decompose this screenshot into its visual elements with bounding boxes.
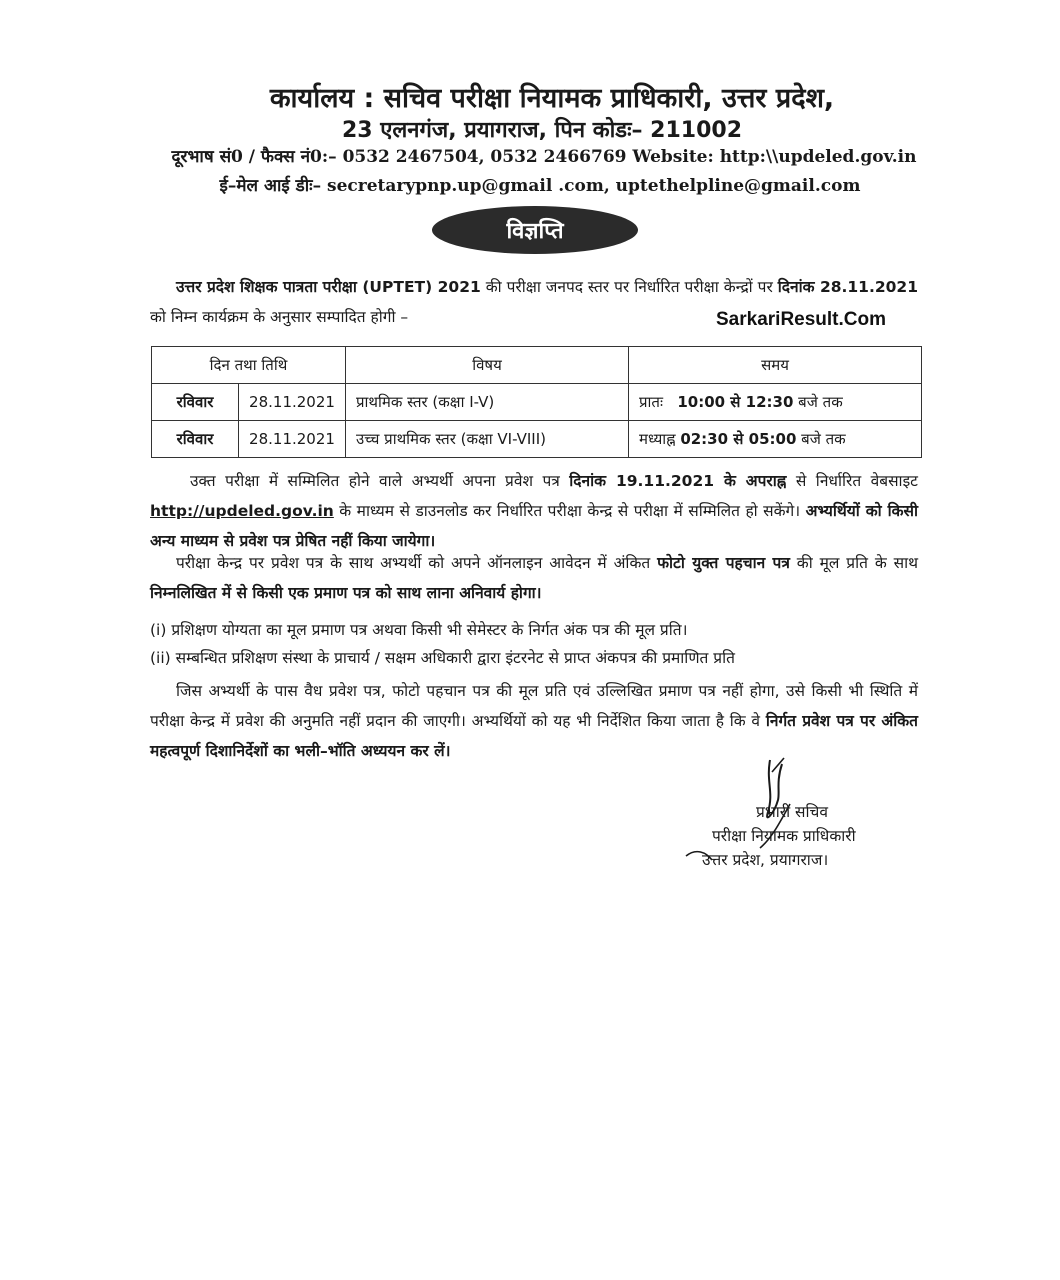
row-subject: प्राथमिक स्तर (कक्षा I-V) (346, 384, 629, 421)
header-day-date: दिन तथा तिथि (152, 347, 346, 384)
header-subject: विषय (346, 347, 629, 384)
mandatory-note: निम्नलिखित में से किसी एक प्रमाण पत्र को साथ लाना अनिवार्य होगा। (150, 584, 542, 602)
admit-card-paragraph (150, 466, 918, 556)
list-item: (ii) सम्बन्धित प्रशिक्षण संस्था के प्राचार्य / सक्षम अधिकारी द्वारा इंटरनेट से प्राप्त अंकपत्र की प्रमाणित प्रति (150, 649, 735, 667)
id-proof-paragraph (150, 548, 918, 608)
website-link[interactable]: http://updeled.gov.in (150, 502, 334, 520)
watermark: SarkariResult.Com (716, 309, 887, 330)
row-date: 28.11.2021 (239, 384, 346, 421)
time-prefix: प्रातः (639, 393, 664, 411)
admit-text-3: के माध्यम से डाउनलोड कर निर्धारित परीक्षा केन्द्र से परीक्षा में सम्मिलित हो सकेंगे। (333, 502, 806, 520)
final-text: जिस अभ्यर्थी के पास वैध प्रवेश पत्र, फोटो पहचान पत्र की मूल प्रति एवं उल्लिखित प्रमाण पत्र नहीं होगा, उसे किसी भी स्थिति में परीक्षा केन्द्र में प्रवेश की अनुमति नहीं प्रदान की जाएगी। अभ्यर्थियों को यह भी निर्देशित किया जाता है कि वे (150, 682, 918, 730)
office-title: कार्यालय : सचिव परीक्षा नियामक प्राधिकारी, उत्तर प्रदेश, (269, 83, 835, 114)
time-suffix: बजे तक (793, 393, 843, 411)
row-day: रविवार (152, 421, 239, 458)
intro-text: की परीक्षा जनपद स्तर पर निर्धारित परीक्षा केन्द्रों पर (480, 278, 778, 296)
photo-id: फोटो युक्त पहचान पत्र (657, 554, 790, 572)
table-header-row (152, 347, 922, 384)
schedule-table (151, 346, 922, 458)
signatory-location: उत्तर प्रदेश, प्रयागराज। (702, 851, 829, 869)
exam-name: उत्तर प्रदेश शिक्षक पात्रता परीक्षा (UPTET) 2021 (176, 278, 481, 296)
intro-text-end: को निम्न कार्यक्रम के अनुसार सम्पादित होगी – (150, 308, 409, 326)
signatory-title: प्रभारी सचिव (756, 803, 828, 821)
notice-title-badge (432, 206, 638, 254)
row-day: रविवार (152, 384, 239, 421)
office-address: 23 एलनगंज, प्रयागराज, पिन कोडः– 211002 (341, 118, 743, 143)
table-row (152, 384, 922, 421)
header-time: समय (629, 347, 922, 384)
time-suffix: बजे तक (796, 430, 846, 448)
time-prefix: मध्याह्न (639, 430, 676, 448)
row-subject: उच्च प्राथमिक स्तर (कक्षा VI-VIII) (346, 421, 629, 458)
email-line: ई–मेल आई डीः– secretarypnp.up@gmail .com, uptethelpline@gmail.com (219, 176, 861, 196)
admit-text: उक्त परीक्षा में सम्मिलित होने वाले अभ्यर्थी अपना प्रवेश पत्र (190, 472, 570, 490)
table-row (152, 421, 922, 458)
time-value: 02:30 से 05:00 (680, 430, 797, 448)
id-text-2: की मूल प्रति के साथ (789, 554, 919, 572)
notice-title: विज्ञप्ति (506, 219, 564, 244)
final-instruction: निर्गत प्रवेश पत्र पर अंकित महत्वपूर्ण दिशानिर्देशों का भली–भॉति अध्ययन कर लें। (150, 712, 918, 760)
contact-line: दूरभाष सं0 / फैक्स नं0:– 0532 2467504, 0532 2466769 Website: http:\\updeled.gov.in (171, 147, 917, 167)
id-text: परीक्षा केन्द्र पर प्रवेश पत्र के साथ अभ्यर्थी को अपने ऑनलाइन आवेदन में अंकित (176, 554, 658, 572)
admit-text-2: से निर्धारित वेबसाइट (786, 472, 918, 490)
signatory-office: परीक्षा नियामक प्राधिकारी (712, 827, 856, 845)
exam-date: दिनांक 28.11.2021 (777, 278, 918, 296)
row-date: 28.11.2021 (239, 421, 346, 458)
admit-date: दिनांक 19.11.2021 के अपराह्न (569, 472, 787, 490)
list-item: (i) प्रशिक्षण योग्यता का मूल प्रमाण पत्र अथवा किसी भी सेमेस्टर के निर्गत अंक पत्र की मूल प्रति। (150, 621, 688, 639)
time-value: 10:00 से 12:30 (677, 393, 794, 411)
row-time (629, 384, 922, 421)
admit-warning: अभ्यर्थियों को किसी अन्य माध्यम से प्रवेश पत्र प्रेषित नहीं किया जायेगा। (150, 502, 919, 550)
row-time (629, 421, 922, 458)
